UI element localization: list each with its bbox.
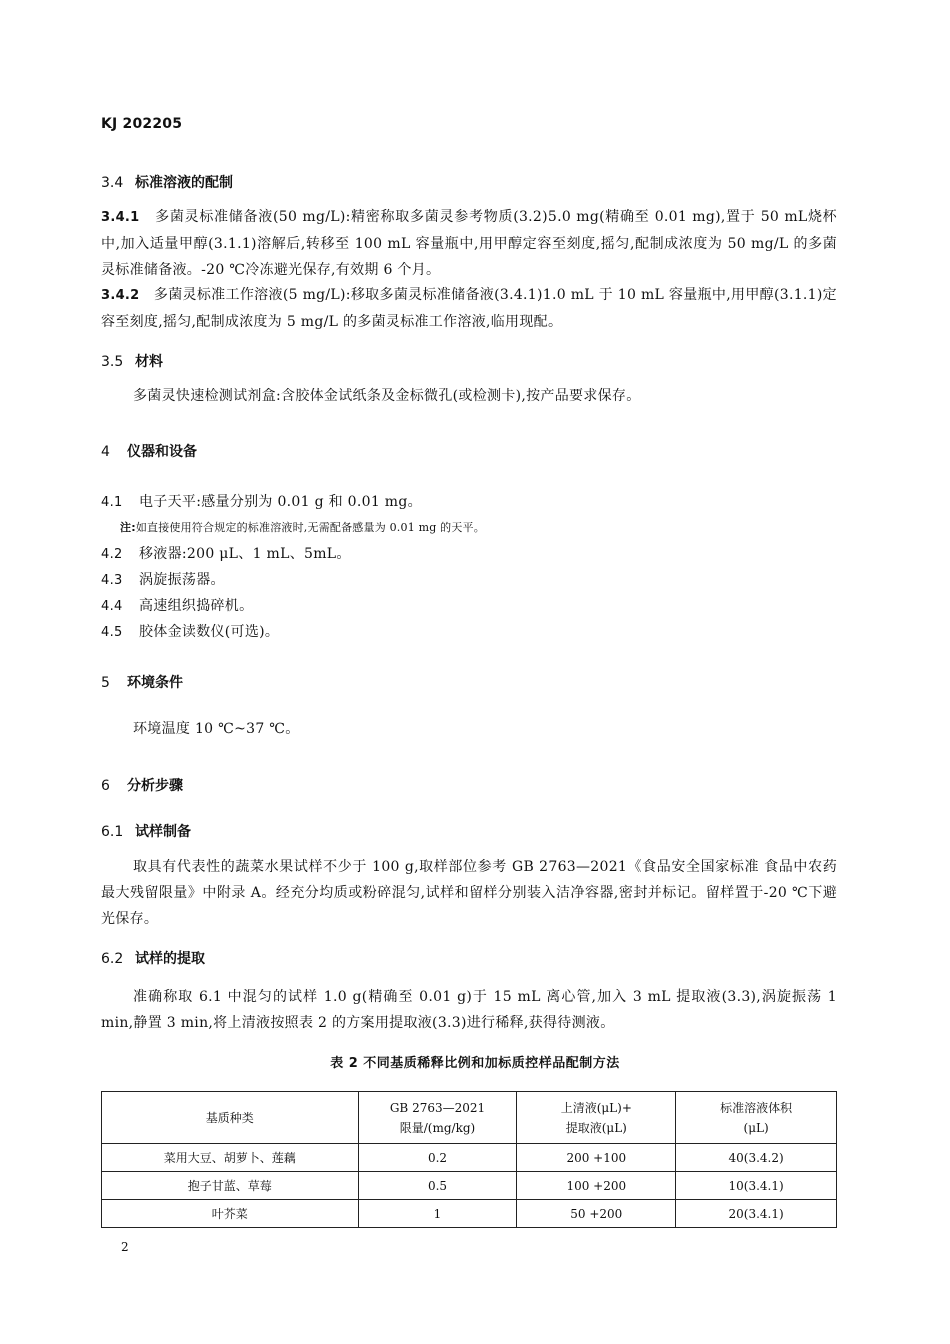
document-code: KJ 202205 — [101, 116, 183, 132]
section-3-4-2 — [101, 282, 837, 335]
table-cell: 200 +100 — [517, 1144, 676, 1172]
item-4-1 — [101, 491, 422, 511]
item-number: 4.5 — [101, 625, 123, 640]
section-3-5-text: 多菌灵快速检测试剂盒:含胶体金试纸条及金标微孔(或检测卡),按产品要求保存。 — [133, 388, 641, 404]
item-text: 移液器:200 μL、1 mL、5mL。 — [139, 546, 351, 562]
section-title: 环境条件 — [127, 675, 183, 691]
page-number: 2 — [121, 1240, 129, 1254]
section-title: 试样制备 — [135, 824, 191, 840]
table-cell: 100 +200 — [517, 1172, 676, 1200]
item-4-2 — [101, 543, 351, 563]
item-4-5 — [101, 621, 279, 641]
clause-text: 多菌灵标准工作溶液(5 mg/L):移取多菌灵标准储备液(3.4.1)1.0 mL 于 10 mL 容量瓶中,用甲醇(3.1.1)定容至刻度,摇匀,配制成浓度为 5 mg/L 的多菌灵标准工作溶液,临用现配。 — [101, 287, 837, 330]
header-cell-limit: GB 2763—2021 限量/(mg/kg) — [358, 1092, 517, 1144]
note-label: 注: — [120, 521, 136, 534]
section-title: 试样的提取 — [135, 951, 205, 967]
table-header-row — [102, 1092, 837, 1144]
clause-number: 3.4.1 — [101, 210, 140, 225]
section-3-4-heading — [101, 172, 233, 192]
table-cell: 40(3.4.2) — [676, 1144, 837, 1172]
clause-number: 3.4.2 — [101, 288, 140, 303]
section-number: 6.2 — [101, 951, 124, 967]
table-cell: 抱子甘蓝、草莓 — [102, 1172, 359, 1200]
section-title: 分析步骤 — [127, 778, 183, 794]
section-5-text: 环境温度 10 ℃~37 ℃。 — [133, 721, 300, 737]
table-row — [102, 1144, 837, 1172]
section-6-1-heading — [101, 821, 191, 841]
section-3-4-1 — [101, 204, 837, 283]
header-cell-supernatant: 上清液(μL)+ 提取液(μL) — [517, 1092, 676, 1144]
section-number: 4 — [101, 444, 110, 460]
section-title: 仪器和设备 — [127, 444, 197, 460]
section-title: 材料 — [135, 354, 163, 370]
table-2 — [101, 1091, 837, 1228]
section-6-2-text: 准确称取 6.1 中混匀的试样 1.0 g(精确至 0.01 g)于 15 mL 离心管,加入 3 mL 提取液(3.3),涡旋振荡 1 min,静置 3 min,将上清液按照表 2 的方案用提取液(3.3)进行稀释,获得待测液。 — [101, 989, 837, 1031]
table-cell: 1 — [358, 1200, 517, 1228]
item-4-3 — [101, 569, 225, 589]
item-text: 电子天平:感量分别为 0.01 g 和 0.01 mg。 — [139, 494, 422, 510]
table-cell: 50 +200 — [517, 1200, 676, 1228]
table-row — [102, 1200, 837, 1228]
header-cell-standard-volume: 标准溶液体积 (μL) — [676, 1092, 837, 1144]
note-4-1 — [120, 519, 485, 535]
table-cell: 0.2 — [358, 1144, 517, 1172]
section-6-1-text: 取具有代表性的蔬菜水果试样不少于 100 g,取样部位参考 GB 2763—2021《食品安全国家标准 食品中农药最大残留限量》中附录 A。经充分均质或粉碎混匀,试样和留样分别装入洁净容器,密封并标记。留样置于-20 ℃下避光保存。 — [101, 859, 837, 927]
table-cell: 10(3.4.1) — [676, 1172, 837, 1200]
item-number: 4.3 — [101, 573, 123, 588]
item-text: 胶体金读数仪(可选)。 — [139, 624, 280, 640]
section-number: 5 — [101, 675, 110, 691]
item-4-4 — [101, 595, 253, 615]
section-number: 3.4 — [101, 175, 124, 191]
section-5-heading — [101, 672, 183, 692]
item-text: 涡旋振荡器。 — [139, 572, 225, 588]
note-text: 如直接使用符合规定的标准溶液时,无需配备感量为 0.01 mg 的天平。 — [135, 521, 485, 534]
clause-text: 多菌灵标准储备液(50 mg/L):精密称取多菌灵参考物质(3.2)5.0 mg(精确至 0.01 mg),置于 50 mL烧杯中,加入适量甲醇(3.1.1)溶解后,转移至 100 mL 容量瓶中,用甲醇定容至刻度,摇匀,配制成浓度为 50 mg/L 的多菌灵标准储备液。-20 ℃冷冻避光保存,有效期 6 个月。 — [101, 209, 837, 278]
item-text: 高速组织捣碎机。 — [139, 598, 254, 614]
item-number: 4.4 — [101, 599, 123, 614]
table-cell: 0.5 — [358, 1172, 517, 1200]
item-number: 4.2 — [101, 547, 123, 562]
section-3-5-heading — [101, 351, 163, 371]
section-title: 标准溶液的配制 — [135, 175, 233, 191]
section-6-2-heading — [101, 948, 205, 968]
section-number: 6 — [101, 778, 110, 794]
table-cell: 叶芥菜 — [102, 1200, 359, 1228]
section-number: 3.5 — [101, 354, 124, 370]
section-number: 6.1 — [101, 824, 124, 840]
table-cell: 20(3.4.1) — [676, 1200, 837, 1228]
item-number: 4.1 — [101, 495, 123, 510]
section-6-heading — [101, 775, 183, 795]
section-4-heading — [101, 441, 197, 461]
table-row — [102, 1172, 837, 1200]
table-cell: 菜用大豆、胡萝卜、莲藕 — [102, 1144, 359, 1172]
table-2-caption: 表 2 不同基质稀释比例和加标质控样品配制方法 — [330, 1056, 620, 1071]
header-cell-matrix: 基质种类 — [102, 1092, 359, 1144]
